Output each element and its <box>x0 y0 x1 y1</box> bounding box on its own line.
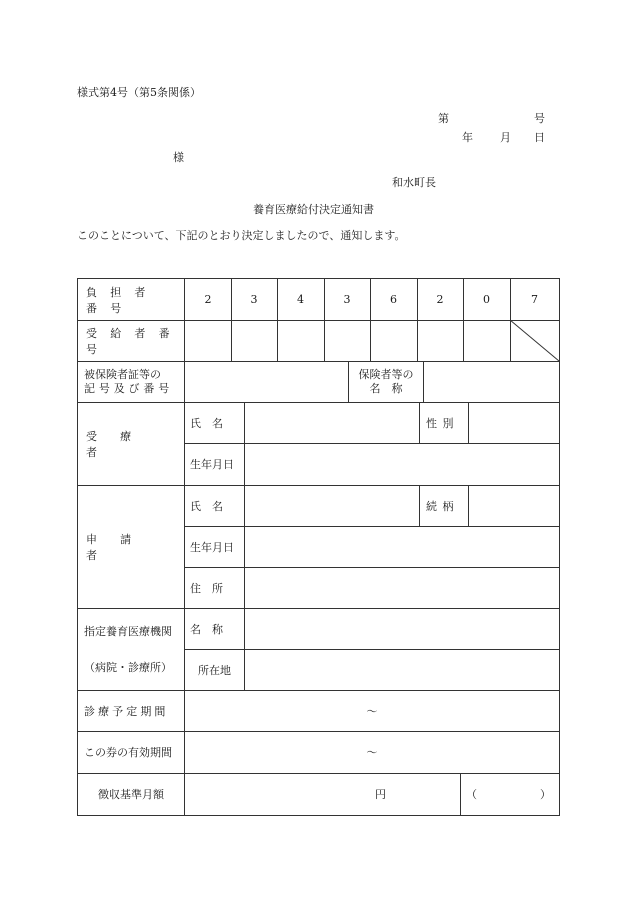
patient-gender-label: 性別 <box>426 416 459 430</box>
payer-digit: 0 <box>483 293 490 306</box>
applicant-name-label: 氏 名 <box>190 499 223 513</box>
row-divider <box>78 361 559 362</box>
payer-digit: 3 <box>250 293 258 306</box>
insurer-name-label: 保険者等の 名 称 <box>358 368 414 395</box>
column-divider <box>460 773 461 815</box>
patient-birthdate-label: 生年月日 <box>190 458 234 471</box>
applicant-address-label: 住 所 <box>190 581 223 595</box>
diagonal-strike <box>510 320 559 361</box>
institution-label: 指定養育医療機関 （病院・診療所） <box>84 625 172 674</box>
institution-location-label: 所在地 <box>198 663 231 677</box>
ticket-validity-label: この券の有効期間 <box>84 746 172 759</box>
column-divider <box>423 361 424 402</box>
row-divider <box>78 608 559 609</box>
document-title: 養育医療給付決定通知書 <box>253 203 374 216</box>
monthly-amount-label: 徴収基準月額 <box>98 788 164 801</box>
form-reference: 様式第4号（第5条関係） <box>77 86 201 99</box>
recipient-number-label: 受給者番号 <box>86 326 183 356</box>
payer-digit: 7 <box>531 293 538 306</box>
payer-digit: 3 <box>343 293 351 306</box>
column-divider <box>244 402 245 690</box>
paren-open: （ <box>466 788 477 801</box>
payer-digit: 4 <box>297 293 304 306</box>
institution-name-label: 名 称 <box>190 622 223 636</box>
date-day: 日 <box>534 131 545 144</box>
number-suffix: 号 <box>534 112 545 125</box>
treatment-period-value: ～ <box>366 704 378 718</box>
treatment-period-label: 診療予定期間 <box>84 704 169 718</box>
date-month: 月 <box>500 131 511 144</box>
applicant-label: 申請者 <box>86 532 155 562</box>
payer-digit: 6 <box>390 293 397 306</box>
patient-name-label: 氏 名 <box>190 416 223 430</box>
column-divider <box>419 402 420 443</box>
yen-unit: 円 <box>375 788 386 801</box>
ticket-validity-value: ～ <box>366 746 378 759</box>
column-divider <box>468 485 469 526</box>
payer-digit: 2 <box>204 293 212 306</box>
date-year: 年 <box>462 131 473 144</box>
issuer-name: 和水町長 <box>392 176 436 189</box>
column-divider <box>419 485 420 526</box>
payer-digit: 2 <box>436 293 444 306</box>
patient-label: 受療者 <box>86 429 155 459</box>
addressee-honorific: 様 <box>173 151 184 164</box>
column-divider <box>468 402 469 443</box>
paren-close: ） <box>540 788 551 801</box>
number-prefix: 第 <box>438 112 449 125</box>
applicant-birthdate-label: 生年月日 <box>190 540 234 554</box>
payer-number-label: 負担者番号 <box>86 285 159 315</box>
insured-cert-label: 被保険者証等の 記号及び番号 <box>84 368 174 395</box>
applicant-relation-label: 続柄 <box>426 499 459 513</box>
intro-text: このことについて、下記のとおり決定しましたので、通知します。 <box>77 229 406 242</box>
notification-form-table <box>77 278 560 816</box>
